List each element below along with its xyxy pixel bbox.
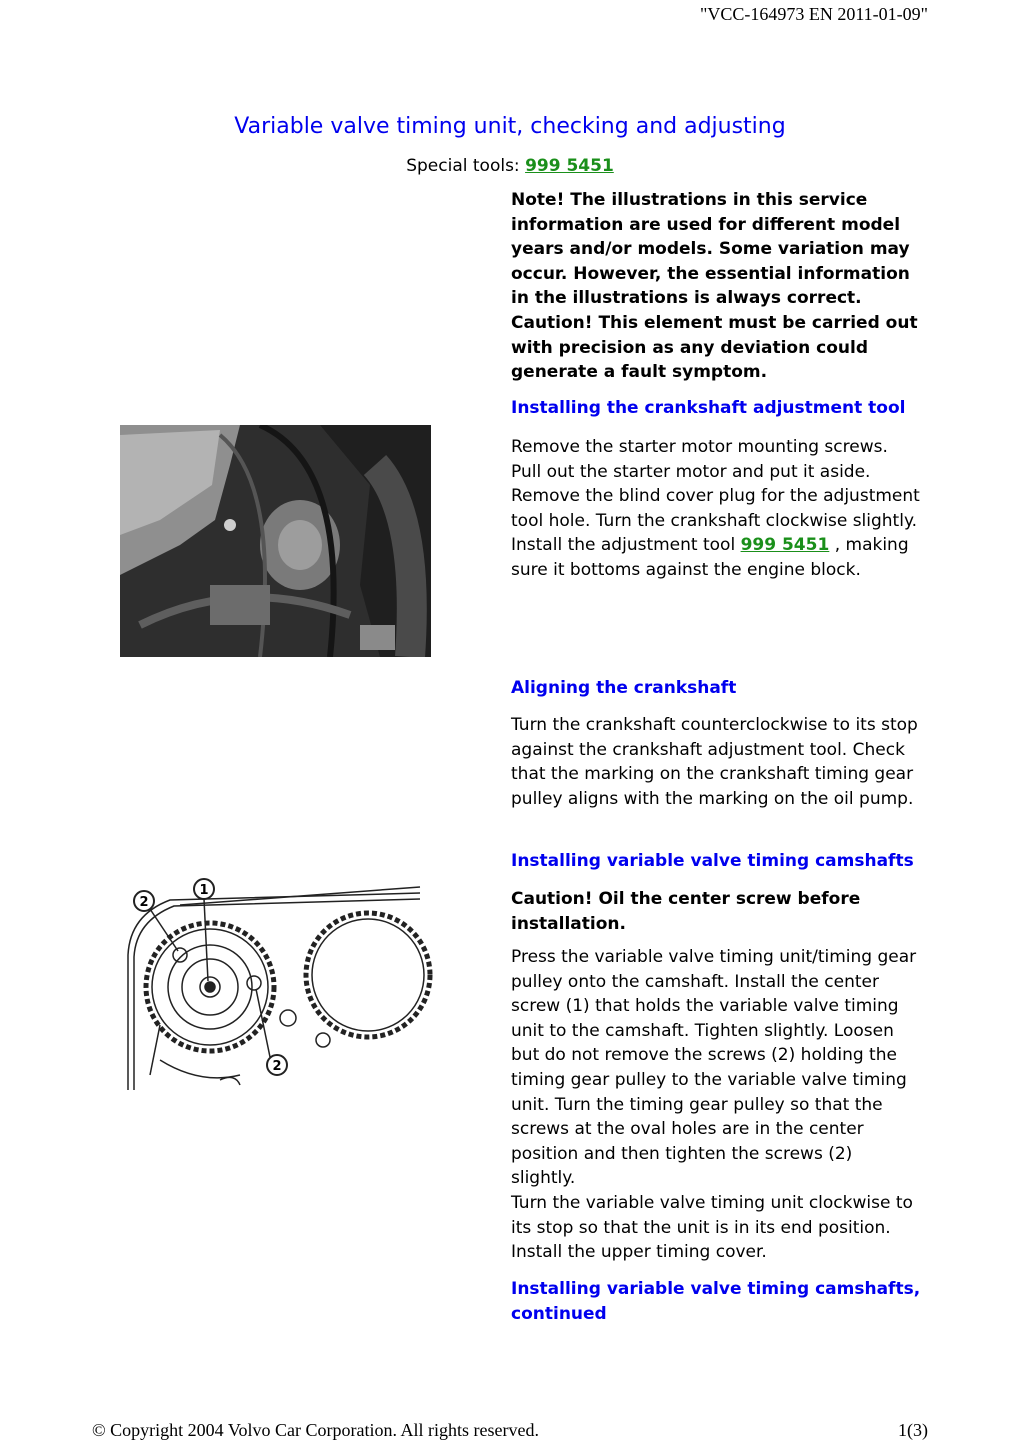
copyright: © Copyright 2004 Volvo Car Corporation. All rights reserved. [92,1420,539,1440]
callout-2-top: 2 [139,895,149,910]
note-text: Note! The illustrations in this service information are used for different model years and/or models. Some variation may occur. However, the essential information in the illustrations is always correct. [511,190,910,309]
callout-2-bottom: 2 [272,1059,282,1074]
special-tools-label: Special tools: [406,156,526,176]
engine-photo [120,425,431,657]
page-number: 1(3) [898,1420,928,1440]
section-body-vvt-camshafts [511,945,921,1265]
section-body-align-crankshaft: Turn the crankshaft counterclockwise to its stop against the crankshaft adjustment tool. Check that the marking on the crankshaft timing gear pulley aligns with the marking on the oil pump. [511,715,918,809]
timing-gear-diagram [120,875,440,1100]
caution-oil-screw: Caution! Oil the center screw before installation. [511,889,861,934]
section-heading-vvt-camshafts: Installing variable valve timing camshafts [511,851,914,871]
special-tool-link[interactable]: 999 5451 [525,156,614,176]
adjustment-tool-link[interactable]: 999 5451 [740,535,830,556]
page-footer [92,1420,928,1441]
section-body-adjustment-tool [511,435,921,583]
page-title: Variable valve timing unit, checking and adjusting [234,114,786,139]
vvt-instructions: Press the variable valve timing unit/timing gear pulley onto the camshaft. Install the center screw (1) that holds the variable valve timing unit to the camshaft. Tighten slightly. Loosen but do not remove the screws (2) holding the timing gear pulley to the variable valve timing unit. Turn the timing gear pulley so that the screws at the oval holes are in the center position and then tighten the screws (2) slightly. [511,947,917,1189]
section-heading-adjustment-tool: Installing the crankshaft adjustment tool [511,398,906,418]
document-id: "VCC-164973 EN 2011-01-09" [699,4,928,24]
section1-text: Remove the starter motor mounting screws. Pull out the starter motor and put it aside. Remove the blind cover plug for the adjustment tool hole. Turn the crankshaft clockwise slightly. Install the adjustment tool [511,437,920,556]
section1-text-end: , making sure it bottoms against the engine block. [511,535,909,580]
caution-text: Caution! This element must be carried out with precision as any deviation could generate a fault symptom. [511,312,918,383]
callout-1: 1 [199,883,209,898]
special-tools [0,156,1020,176]
note-block [511,188,921,385]
section-heading-align-crankshaft: Aligning the crankshaft [511,678,737,698]
vvt-instructions-2: Turn the variable valve timing unit clockwise to its stop so that the unit is in its end position. Install the upper timing cover. [511,1192,913,1263]
section-heading-vvt-continued: Installing variable valve timing camshafts, continued [511,1279,921,1324]
